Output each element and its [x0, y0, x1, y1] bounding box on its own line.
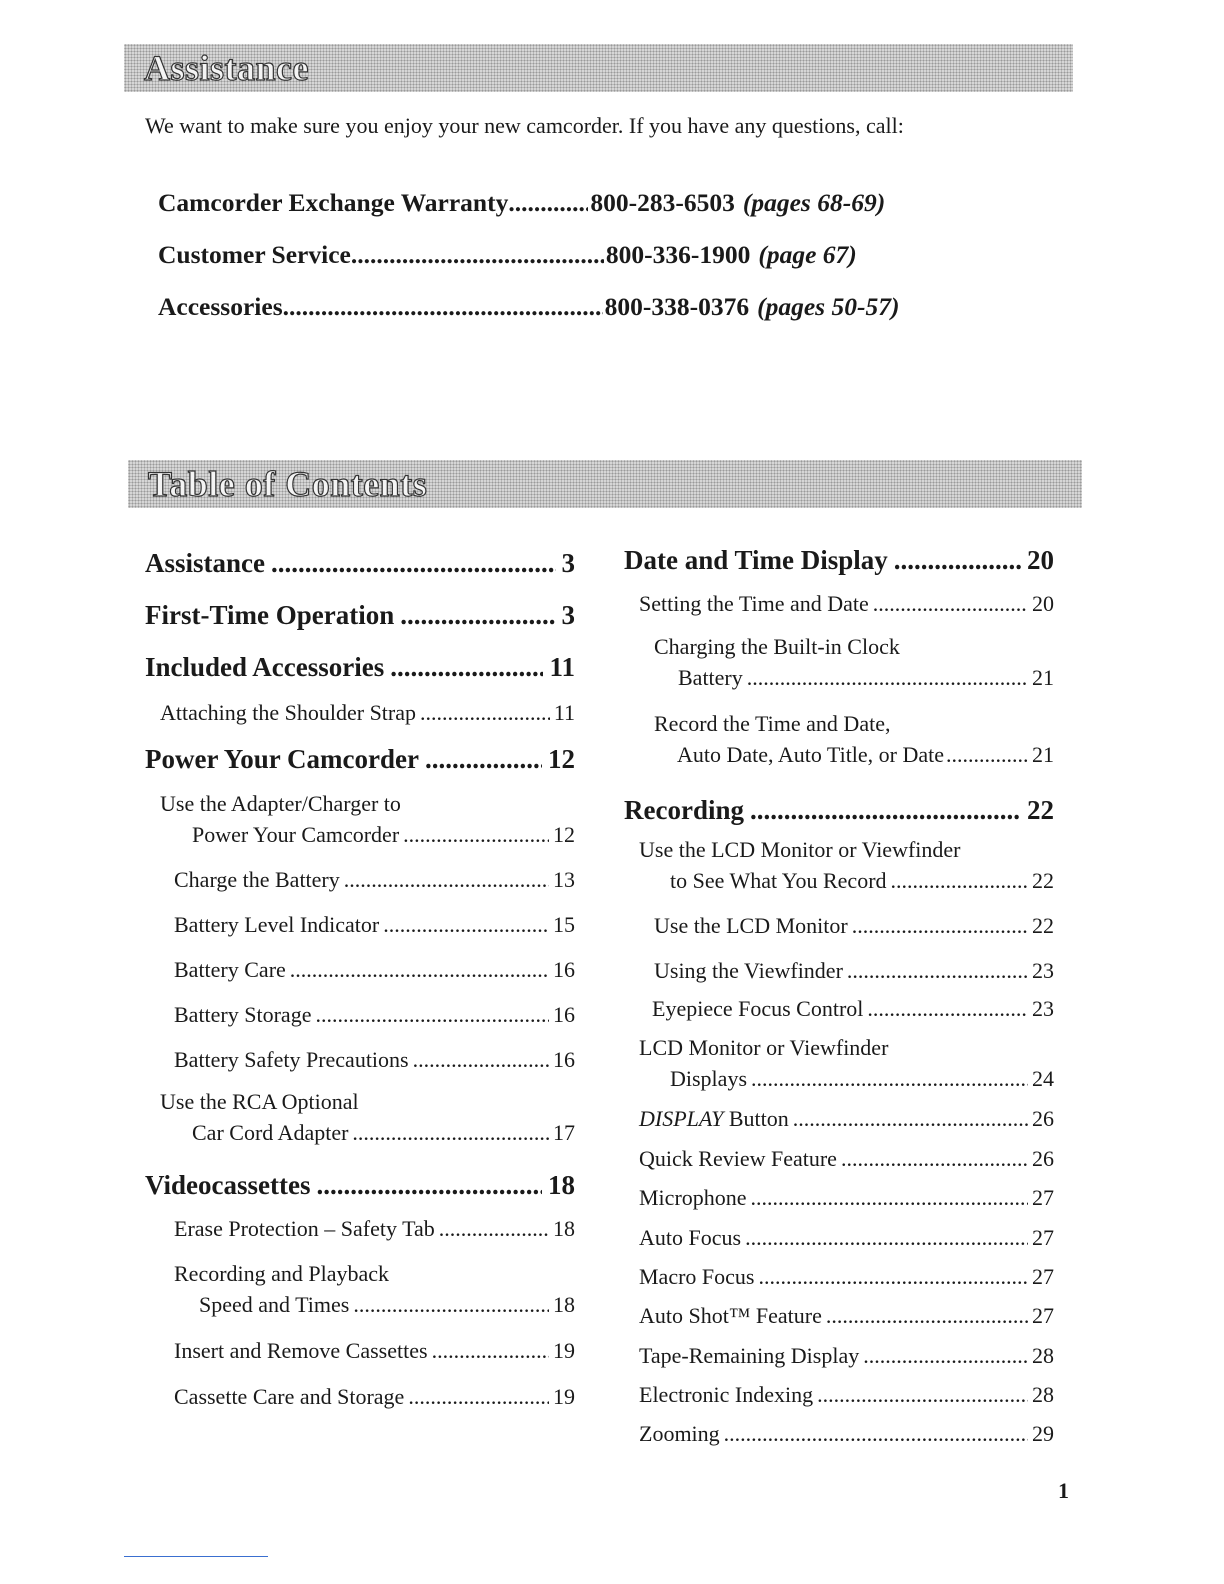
- leader-dots: [283, 292, 603, 322]
- toc-subentry[interactable]: Setting the Time and Date ..... 20: [639, 591, 1054, 617]
- toc-subentry[interactable]: Battery Level Indicator ..... 15: [174, 912, 575, 938]
- toc-subentry[interactable]: Battery Storage ..... 16: [174, 1002, 575, 1028]
- toc-subentry[interactable]: Electronic Indexing ..... 28: [639, 1382, 1054, 1408]
- toc-subentry[interactable]: Zooming ..... 29: [639, 1421, 1054, 1447]
- contact-label: Accessories: [158, 292, 283, 321]
- toc-entry[interactable]: Power Your Camcorder ..... 12: [145, 744, 575, 775]
- contact-warranty: [158, 188, 978, 218]
- contact-pages: (pages 68-69): [742, 188, 886, 217]
- toc-subentry[interactable]: Auto Shot™ Feature ..... 27: [639, 1303, 1054, 1329]
- page-number: 1: [1058, 1478, 1069, 1503]
- toc-subentry[interactable]: Attaching the Shoulder Strap ..... 11: [160, 700, 575, 726]
- toc-subentry[interactable]: Cassette Care and Storage ..... 19: [174, 1384, 575, 1410]
- toc-entry[interactable]: Assistance ..... 3: [145, 548, 575, 579]
- assistance-intro: We want to make sure you enjoy your new camcorder. If you have any questions, call:: [145, 113, 904, 138]
- toc-subentry[interactable]: Charging the Built-in Clock Battery ..... 21: [654, 634, 1054, 691]
- contact-phone: 800-338-0376: [604, 292, 750, 321]
- toc-subentry[interactable]: Recording and Playback Speed and Times ..... 18: [174, 1261, 575, 1318]
- toc-subentry[interactable]: Quick Review Feature ..... 26: [639, 1146, 1054, 1172]
- toc-subentry[interactable]: Record the Time and Date, Auto Date, Auto Title, or Date ..... 21: [654, 711, 1054, 768]
- contact-label: Customer Service: [158, 240, 351, 269]
- toc-subentry[interactable]: LCD Monitor or Viewfinder Displays ..... 24: [639, 1035, 1054, 1092]
- assistance-heading-banner: [124, 44, 1073, 92]
- contact-label: Camcorder Exchange Warranty: [158, 188, 509, 217]
- toc-subentry[interactable]: Battery Care ..... 16: [174, 957, 575, 983]
- contact-accessories: [158, 292, 978, 322]
- toc-entry[interactable]: First-Time Operation ..... 3: [145, 600, 575, 631]
- toc-entry[interactable]: Date and Time Display ..... 20: [624, 545, 1054, 576]
- toc-subentry[interactable]: Charge the Battery ..... 13: [174, 867, 575, 893]
- leader-dots: [508, 188, 588, 218]
- toc-subentry[interactable]: Auto Focus ..... 27: [639, 1225, 1054, 1251]
- toc-subentry[interactable]: Using the Viewfinder ..... 23: [654, 958, 1054, 984]
- contact-pages: (pages 50-57): [757, 292, 900, 321]
- toc-subentry[interactable]: Macro Focus ..... 27: [639, 1264, 1054, 1290]
- toc-entry[interactable]: Included Accessories ..... 11: [145, 652, 575, 683]
- toc-entry[interactable]: Recording ..... 22: [624, 795, 1054, 826]
- leader-dots: [351, 240, 604, 270]
- contact-pages: (page 67): [758, 240, 857, 269]
- toc-heading: Table of Contents: [148, 464, 428, 504]
- toc-subentry[interactable]: Use the Adapter/Charger to Power Your Camcorder ..... 12: [160, 791, 575, 848]
- contact-phone: 800-336-1900: [605, 240, 751, 269]
- toc-subentry[interactable]: Use the LCD Monitor or Viewfinder to See What You Record ..... 22: [639, 837, 1054, 894]
- toc-subentry[interactable]: Eyepiece Focus Control ..... 23: [652, 996, 1054, 1022]
- toc-entry[interactable]: Videocassettes ..... 18: [145, 1170, 575, 1201]
- footer-rule: [124, 1556, 268, 1557]
- toc-subentry[interactable]: Insert and Remove Cassettes ..... 19: [174, 1338, 575, 1364]
- toc-subentry[interactable]: Tape-Remaining Display ..... 28: [639, 1343, 1054, 1369]
- assistance-heading: Assistance: [144, 48, 309, 88]
- toc-subentry[interactable]: Erase Protection – Safety Tab ..... 18: [174, 1216, 575, 1242]
- toc-subentry[interactable]: Use the LCD Monitor ..... 22: [654, 913, 1054, 939]
- toc-subentry[interactable]: DISPLAY Button ..... 26: [639, 1106, 1054, 1132]
- toc-subentry[interactable]: Battery Safety Precautions ..... 16: [174, 1047, 575, 1073]
- toc-subentry[interactable]: Microphone ..... 27: [639, 1185, 1054, 1211]
- contact-phone: 800-283-6503: [590, 188, 735, 217]
- contact-customer-service: [158, 240, 978, 270]
- toc-heading-banner: [128, 460, 1082, 508]
- toc-subentry[interactable]: Use the RCA Optional Car Cord Adapter ..... 17: [160, 1089, 575, 1146]
